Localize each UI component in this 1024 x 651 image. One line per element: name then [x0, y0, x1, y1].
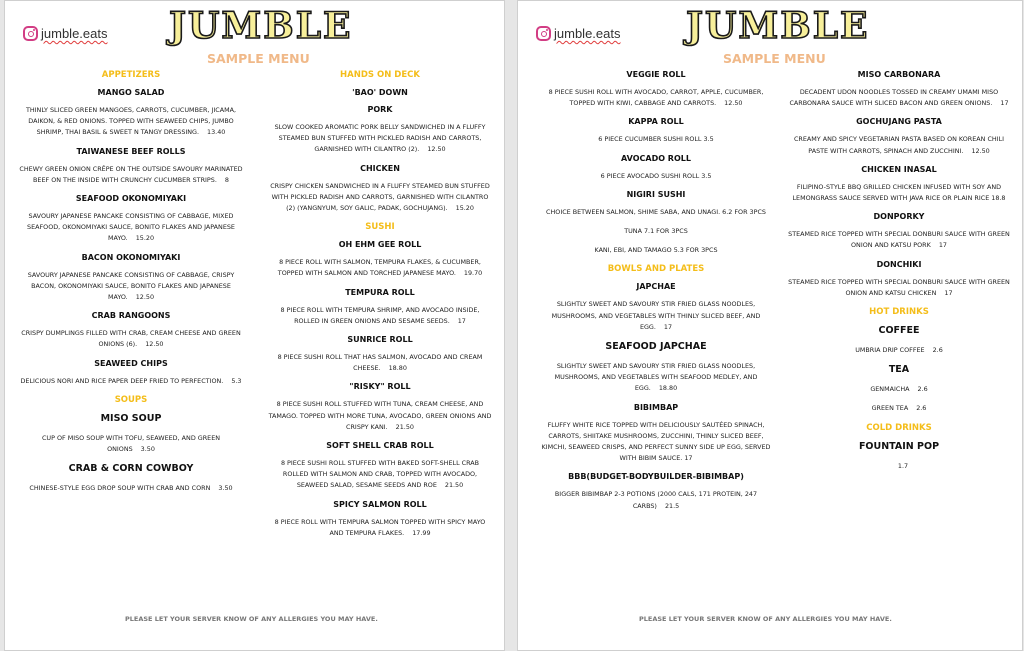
logo: JUMBLE	[686, 5, 870, 47]
item-name: TEMPURA ROLL	[345, 287, 415, 297]
item-price: 18.80	[388, 364, 407, 373]
item-description	[19, 105, 243, 139]
menu-item	[784, 325, 1014, 356]
item-description	[538, 207, 774, 218]
item-description	[784, 277, 1014, 299]
item-description-text: THINLY SLICED GREEN MANGOES, CARROTS, CUCUMBER, JICAMA, DAIKON, & RED ONIONS. TOPPED WITH SEAWEED CHIPS, JUMBO SHRIMP, THAI BASIL & SWEET N TANGY DRESSING.	[25, 106, 237, 137]
page-subtitle: SAMPLE MENU	[207, 51, 310, 66]
item-description-text: 8 PIECE ROLL WITH SALMON, TEMPURA FLAKES, & CUCUMBER, TOPPED WITH SALMON AND TORCHED JAPANESE MAYO.	[277, 258, 481, 278]
item-description	[538, 245, 774, 256]
item-name: TEA	[888, 364, 910, 376]
item-price: 19.70	[463, 269, 483, 278]
item-name: CRAB RANGOONS	[91, 311, 171, 321]
menu-item	[268, 88, 492, 97]
item-description	[19, 433, 243, 455]
item-name: COFFEE	[878, 325, 920, 337]
item-description-text: SAVOURY JAPANESE PANCAKE CONSISTING OF CABBAGE, MIXED SEAFOOD, OKONOMIYAKI SAUCE, BONITO FLAKES AND JAPANESE MAYO.	[27, 212, 235, 243]
item-description-text: GENMAICHA	[870, 385, 910, 394]
item-price: 17	[1000, 99, 1009, 108]
item-description	[538, 361, 774, 395]
item-description-text: CHEWY GREEN ONION CRÊPE ON THE OUTSIDE SAVOURY MARINATED BEEF ON THE INSIDE WITH CRUNCHY CUCUMBER STRIPS.	[19, 164, 243, 184]
item-price: 12.50	[427, 145, 446, 154]
item-price: 21.50	[395, 422, 414, 431]
item-price: 18.80	[658, 384, 678, 393]
item-price: 2.6	[916, 404, 927, 413]
item-description	[268, 352, 492, 374]
item-name: SPICY SALMON ROLL	[333, 499, 427, 509]
instagram-handle: jumble.eats	[554, 26, 621, 41]
item-description	[19, 328, 243, 350]
item-name: "RISKY" ROLL	[349, 382, 411, 392]
item-description-text: UMBRIA DRIP COFFEE	[855, 346, 925, 355]
menu-column	[268, 70, 492, 547]
menu-item	[538, 117, 774, 145]
item-name: BBB(BUDGET-BODYBUILDER-BIBIMBAP)	[568, 472, 744, 482]
menu-item	[784, 70, 1014, 109]
menu-item	[784, 212, 1014, 251]
section-heading: HANDS ON DECK	[340, 70, 420, 80]
instagram-icon	[536, 26, 551, 41]
item-price: 1.7	[897, 461, 909, 470]
item-description-text: FILIPINO-STYLE BBQ GRILLED CHICKEN INFUSED WITH SOY AND LEMONGRASS SAUCE SERVED WITH JAVA RICE OR PLAIN RICE 18.8	[792, 182, 1006, 203]
item-description-text: BIGGER BIBIMBAP 2-3 POTIONS (2000 CALS, 171 PROTEIN, 247 CARBS)	[554, 490, 758, 510]
menu-item	[784, 117, 1014, 156]
item-name: CRAB & CORN COWBOY	[68, 463, 194, 475]
menu-item	[268, 335, 492, 374]
item-description-text: CUP OF MISO SOUP WITH TOFU, SEAWEED, AND GREEN ONIONS	[41, 433, 221, 454]
item-description	[268, 122, 492, 156]
item-price: 12.50	[724, 99, 743, 108]
menu-item	[19, 88, 243, 139]
item-price: 3.50	[140, 445, 155, 454]
item-price: 13.40	[207, 128, 226, 137]
item-description	[784, 384, 1014, 395]
item-name: DONCHIKI	[876, 259, 922, 269]
item-name: GOCHUJANG PASTA	[856, 117, 942, 127]
item-description-text: TUNA 7.1 FOR 3PCS	[624, 227, 688, 236]
item-price: 15.20	[135, 234, 155, 243]
item-description-text: CHINESE-STYLE EGG DROP SOUP WITH CRAB AND CORN	[29, 484, 211, 493]
section-heading: BOWLS AND PLATES	[607, 264, 705, 275]
item-description-text: STEAMED RICE TOPPED WITH SPECIAL DONBURI SAUCE WITH GREEN ONION AND KATSU CHICKEN	[788, 277, 1010, 297]
item-price: 21.5	[664, 501, 680, 510]
item-description-text: 6 PIECE CUCUMBER SUSHI ROLL 3.5	[598, 135, 714, 144]
section-heading: APPETIZERS	[101, 70, 161, 80]
menu-item	[19, 463, 243, 494]
item-description-text: CRISPY DUMPLINGS FILLED WITH CRAB, CREAM CHEESE AND GREEN ONIONS (6).	[21, 329, 241, 349]
item-name: NIGIRI SUSHI	[626, 189, 686, 199]
menu-item	[538, 154, 774, 182]
item-price: 17.99	[412, 528, 431, 537]
item-description	[784, 182, 1014, 204]
menu-item	[538, 282, 774, 333]
menu-item	[268, 500, 492, 539]
item-name: PORK	[367, 105, 393, 114]
item-description	[784, 87, 1014, 109]
item-name: SEAFOOD JAPCHAE	[605, 341, 707, 353]
menu-item	[19, 311, 243, 350]
item-description-text: CHOICE BETWEEN SALMON, SHIME SABA, AND UNAGI. 6.2 FOR 3PCS	[546, 207, 766, 216]
item-name: BACON OKONOMIYAKI	[81, 252, 181, 262]
menu-item	[268, 164, 492, 215]
item-description	[784, 229, 1014, 251]
item-name: DONPORKY	[873, 212, 925, 222]
instagram-icon	[23, 26, 38, 41]
item-description-text: 8 PIECE SUSHI ROLL WITH AVOCADO, CARROT, APPLE, CUCUMBER, TOPPED WITH KIWI, CABBAGE AND CARROTS.	[548, 88, 764, 108]
item-description-text: 8 PIECE SUSHI ROLL THAT HAS SALMON, AVOCADO AND CREAM CHEESE.	[277, 353, 483, 373]
menu-page-2	[517, 0, 1023, 651]
item-price: 17	[938, 241, 947, 250]
item-price: 12.50	[971, 146, 990, 155]
page-subtitle: SAMPLE MENU	[723, 51, 826, 66]
item-description-text: DECADENT UDON NOODLES TOSSED IN CREAMY UMAMI MISO CARBONARA SAUCE WITH SLICED BACON AND GREEN ONIONS.	[789, 88, 999, 108]
item-name: SEAFOOD OKONOMIYAKI	[75, 194, 187, 204]
item-name: VEGGIE ROLL	[626, 70, 686, 79]
item-price: 5.3	[231, 376, 242, 385]
menu-item	[538, 472, 774, 511]
menu-item	[784, 165, 1014, 204]
item-name: CHICKEN	[360, 163, 400, 173]
menu-item	[784, 403, 1014, 414]
menu-item	[19, 413, 243, 455]
item-description-text: CREAMY AND SPICY VEGETARIAN PASTA BASED ON KOREAN CHILI PASTE WITH CARROTS, SPINACH AND ZUCCHINI.	[793, 135, 1005, 155]
item-name: KAPPA ROLL	[628, 117, 684, 127]
item-description-text: CRISPY CHICKEN SANDWICHED IN A FLUFFY STEAMED BUN STUFFED WITH PICKLED RADISH AND CARROTS, GARNISHED WITH CILANTRO (2) (YANGNYUM, SOY GALIC, PADAK, GOCHUJANG).	[270, 181, 490, 213]
item-description	[538, 489, 774, 511]
item-description-text: 6 PIECE AVOCADO SUSHI ROLL 3.5	[600, 171, 712, 180]
item-description	[268, 458, 492, 492]
item-name: BIBIMBAP	[633, 402, 679, 412]
item-description	[268, 305, 492, 327]
item-price: 12.50	[135, 293, 155, 302]
menu-item	[268, 382, 492, 433]
item-price: 17	[663, 322, 673, 331]
item-description-text: 8 PIECE SUSHI ROLL STUFFED WITH BAKED SOFT-SHELL CRAB ROLLED WITH SALMON AND CRAB, TOPPED WITH AVOCADO, SEAWEED SALAD, SESAME SEEDS AND ROE	[280, 459, 480, 490]
item-description-text: GREEN TEA	[871, 404, 909, 413]
menu-item	[538, 245, 774, 256]
item-description-text: SLIGHTLY SWEET AND SAVOURY STIR FRIED GLASS NOODLES, MUSHROOMS, AND VEGETABLES WITH SEAFOOD MEDLEY, AND EGG.	[554, 362, 758, 393]
menu-column	[19, 70, 243, 502]
item-description	[268, 257, 492, 279]
instagram-handle: jumble.eats	[41, 26, 108, 41]
item-name: SOFT SHELL CRAB ROLL	[326, 441, 434, 451]
item-name: SUNRICE ROLL	[347, 335, 413, 345]
item-price: 2.6	[932, 346, 943, 355]
item-name: FOUNTAIN POP	[858, 440, 940, 452]
section-heading: SUSHI	[365, 222, 395, 233]
item-description	[19, 211, 243, 245]
brand-handle	[23, 26, 107, 41]
item-description	[538, 87, 774, 109]
allergy-footer: PLEASE LET YOUR SERVER KNOW OF ANY ALLERGIES YOU MAY HAVE.	[125, 615, 378, 623]
section-heading: SOUPS	[114, 394, 148, 405]
menu-item	[268, 441, 492, 492]
item-name: JAPCHAE	[636, 282, 676, 292]
brand-handle	[536, 26, 620, 41]
menu-item	[538, 341, 774, 395]
item-description	[538, 226, 774, 237]
menu-item	[19, 194, 243, 245]
item-name: MANGO SALAD	[97, 88, 165, 97]
menu-item	[19, 359, 243, 387]
item-price: 17	[944, 288, 953, 297]
item-description	[268, 517, 492, 539]
item-description-text: 8 PIECE SUSHI ROLL STUFFED WITH TUNA, CREAM CHEESE, AND TAMAGO. TOPPED WITH MORE TUNA, AVOCADO, GREEN ONIONS AND CRISPY KANI.	[268, 400, 492, 431]
item-name: CHICKEN INASAL	[861, 164, 937, 174]
item-description-text: KANI, EBI, AND TAMAGO 5.3 FOR 3PCS	[594, 246, 718, 255]
item-price: 15.20	[455, 204, 474, 213]
item-description	[19, 483, 243, 494]
item-price: 21.50	[444, 481, 464, 490]
logo: JUMBLE	[169, 5, 353, 47]
menu-item	[538, 403, 774, 465]
menu-item	[784, 260, 1014, 299]
menu-item	[268, 240, 492, 279]
menu-item	[538, 226, 774, 237]
menu-item	[19, 253, 243, 304]
item-description-text: SAVOURY JAPANESE PANCAKE CONSISTING OF CABBAGE, CRISPY BACON, OKONOMIYAKI SAUCE, BONITO FLAKES AND JAPANESE MAYO.	[27, 270, 235, 302]
item-price: 8	[224, 175, 229, 184]
item-price: 3.50	[218, 484, 233, 493]
item-description	[784, 134, 1014, 156]
item-description	[784, 461, 1014, 472]
item-description-text: STEAMED RICE TOPPED WITH SPECIAL DONBURI SAUCE WITH GREEN ONION AND KATSU PORK	[788, 230, 1010, 250]
allergy-footer: PLEASE LET YOUR SERVER KNOW OF ANY ALLERGIES YOU MAY HAVE.	[639, 615, 892, 623]
item-name: AVOCADO ROLL	[621, 153, 691, 163]
menu-item	[784, 441, 1014, 472]
menu-item	[268, 288, 492, 327]
menu-item	[538, 190, 774, 218]
item-description	[538, 420, 774, 465]
menu-item	[268, 105, 492, 156]
item-description-text: SLOW COOKED AROMATIC PORK BELLY SANDWICHED IN A FLUFFY STEAMED BUN STUFFED WITH PICKLED RADISH AND CARROTS, GARNISHED WITH CILANTRO (2).	[274, 123, 486, 154]
menu-item	[19, 147, 243, 186]
item-description	[19, 270, 243, 304]
item-description	[19, 164, 243, 186]
item-price: 17	[457, 316, 466, 325]
section-heading: COLD DRINKS	[866, 422, 932, 433]
item-price: 12.50	[145, 340, 164, 349]
item-description	[19, 376, 243, 387]
section-heading: HOT DRINKS	[869, 307, 929, 318]
item-name: MISO SOUP	[100, 412, 162, 424]
item-description-text: SLIGHTLY SWEET AND SAVOURY STIR FRIED GLASS NOODLES, MUSHROOMS, AND VEGETABLES WITH THINLY SLICED BEEF, AND EGG.	[551, 300, 761, 331]
menu-item	[538, 70, 774, 109]
item-name: OH EHM GEE ROLL	[338, 240, 422, 250]
menu-column	[784, 70, 1014, 480]
item-description	[268, 181, 492, 215]
item-name: 'BAO' DOWN	[352, 88, 408, 97]
menu-item	[784, 364, 1014, 395]
item-description	[784, 345, 1014, 356]
item-description	[538, 171, 774, 182]
item-price: 2.6	[917, 385, 928, 394]
item-description	[538, 134, 774, 145]
item-description	[538, 299, 774, 333]
item-name: MISO CARBONARA	[857, 70, 941, 79]
item-description	[784, 403, 1014, 414]
item-description	[268, 399, 492, 433]
menu-page-1	[4, 0, 505, 651]
item-description-text: 8 PIECE ROLL WITH TEMPURA SHRIMP, AND AVOCADO INSIDE, ROLLED IN GREEN ONIONS AND SESAME SEEDS.	[280, 305, 480, 325]
item-description-text: 8 PIECE ROLL WITH TEMPURA SALMON TOPPED WITH SPICY MAYO AND TEMPURA FLAKES.	[274, 517, 486, 537]
menu-column	[538, 70, 774, 520]
item-name: TAIWANESE BEEF ROLLS	[76, 146, 186, 156]
item-description-text: FLUFFY WHITE RICE TOPPED WITH DELICIOUSLY SAUTÉED SPINACH, CARROTS, SHIITAKE MUSHROOMS, ZUCCHINI, THINLY SLICED BEEF, KIMCHI, SEAWEED CRISPS, AND PERFECT SUNNY SIDE UP EGG, SERVED WITH BIBIM SAUCE. 17	[541, 420, 771, 463]
item-description-text: DELICIOUS NORI AND RICE PAPER DEEP FRIED TO PERFECTION.	[20, 376, 224, 385]
item-name: SEAWEED CHIPS	[94, 358, 168, 368]
